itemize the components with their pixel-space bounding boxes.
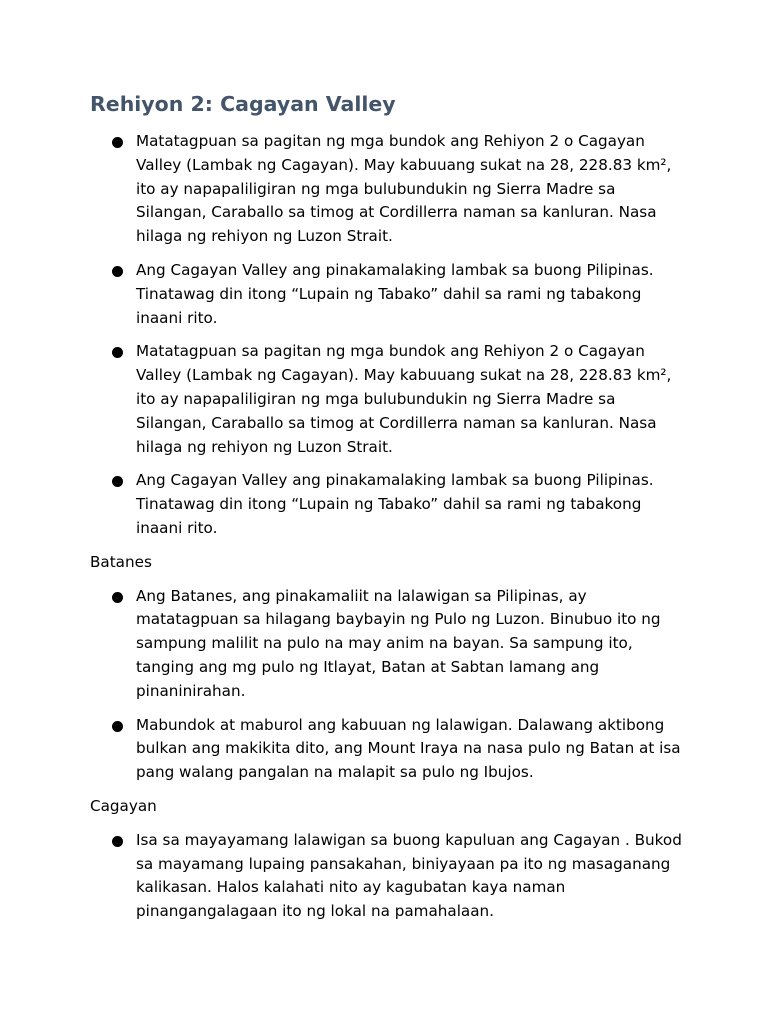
list-item	[90, 585, 690, 704]
list-item	[90, 340, 690, 459]
bullet-text: Mabundok at maburol ang kabuuan ng lalawigan. Dalawang aktibong bulkan ang makikita dito, ang Mount Iraya na nasa pulo ng Batan at isa pang walang pangalan na malapit sa pulo ng Ibujos.	[136, 715, 681, 782]
bullet-icon	[112, 476, 123, 487]
bullet-text: Isa sa mayayamang lalawigan sa buong kapuluan ang Cagayan . Bukod sa mayamang lupaing pansakahan, biniyayaan pa ito ng masaganang kalikasan. Halos kalahati nito ay kagubatan kaya naman pinangangalagaan ito ng lokal na pamahalaan.	[136, 830, 682, 921]
document-page	[90, 88, 690, 934]
bullet-icon	[112, 266, 123, 277]
list-item	[90, 130, 690, 249]
bullet-icon	[112, 836, 123, 847]
bullet-icon	[112, 592, 123, 603]
document-title: Rehiyon 2: Cagayan Valley	[90, 92, 396, 116]
list-item	[90, 829, 690, 924]
intro-bullet-list	[90, 130, 690, 541]
section-heading-cagayan: Cagayan	[90, 796, 157, 815]
bullet-text: Ang Cagayan Valley ang pinakamalaking lambak sa buong Pilipinas. Tinatawag din itong “Lupain ng Tabako” dahil sa rami ng tabakong inaani rito.	[136, 260, 654, 327]
bullet-text: Matatagpuan sa pagitan ng mga bundok ang Rehiyon 2 o Cagayan Valley (Lambak ng Cagayan). May kabuuang sukat na 28, 228.83 km², ito ay napapaliligiran ng mga bulubundukin ng Sierra Madre sa Silangan, Caraballo sa timog at Cordillerra naman sa kanluran. Nasa hilaga ng rehiyon ng Luzon Strait.	[136, 132, 672, 246]
section-heading-batanes: Batanes	[90, 552, 152, 571]
bullet-icon	[112, 137, 123, 148]
batanes-bullet-list	[90, 585, 690, 785]
bullet-text: Ang Batanes, ang pinakamaliit na lalawigan sa Pilipinas, ay matatagpuan sa hilagang baybayin ng Pulo ng Luzon. Binubuo ito ng sampung malilit na pulo na may anim na bayan. Sa sampung ito, tanging ang mg pulo ng Itlayat, Batan at Sabtan lamang ang pinaninirahan.	[136, 586, 661, 700]
list-item	[90, 259, 690, 330]
list-item	[90, 469, 690, 540]
bullet-text: Matatagpuan sa pagitan ng mga bundok ang Rehiyon 2 o Cagayan Valley (Lambak ng Cagayan). May kabuuang sukat na 28, 228.83 km², ito ay napapaliligiran ng mga bulubundukin ng Sierra Madre sa Silangan, Caraballo sa timog at Cordillerra naman sa kanluran. Nasa hilaga ng rehiyon ng Luzon Strait.	[136, 342, 672, 456]
bullet-text: Ang Cagayan Valley ang pinakamalaking lambak sa buong Pilipinas. Tinatawag din itong “Lupain ng Tabako” dahil sa rami ng tabakong inaani rito.	[136, 471, 654, 537]
cagayan-bullet-list	[90, 829, 690, 924]
bullet-icon	[112, 347, 123, 358]
bullet-icon	[112, 721, 123, 732]
list-item	[90, 714, 690, 785]
